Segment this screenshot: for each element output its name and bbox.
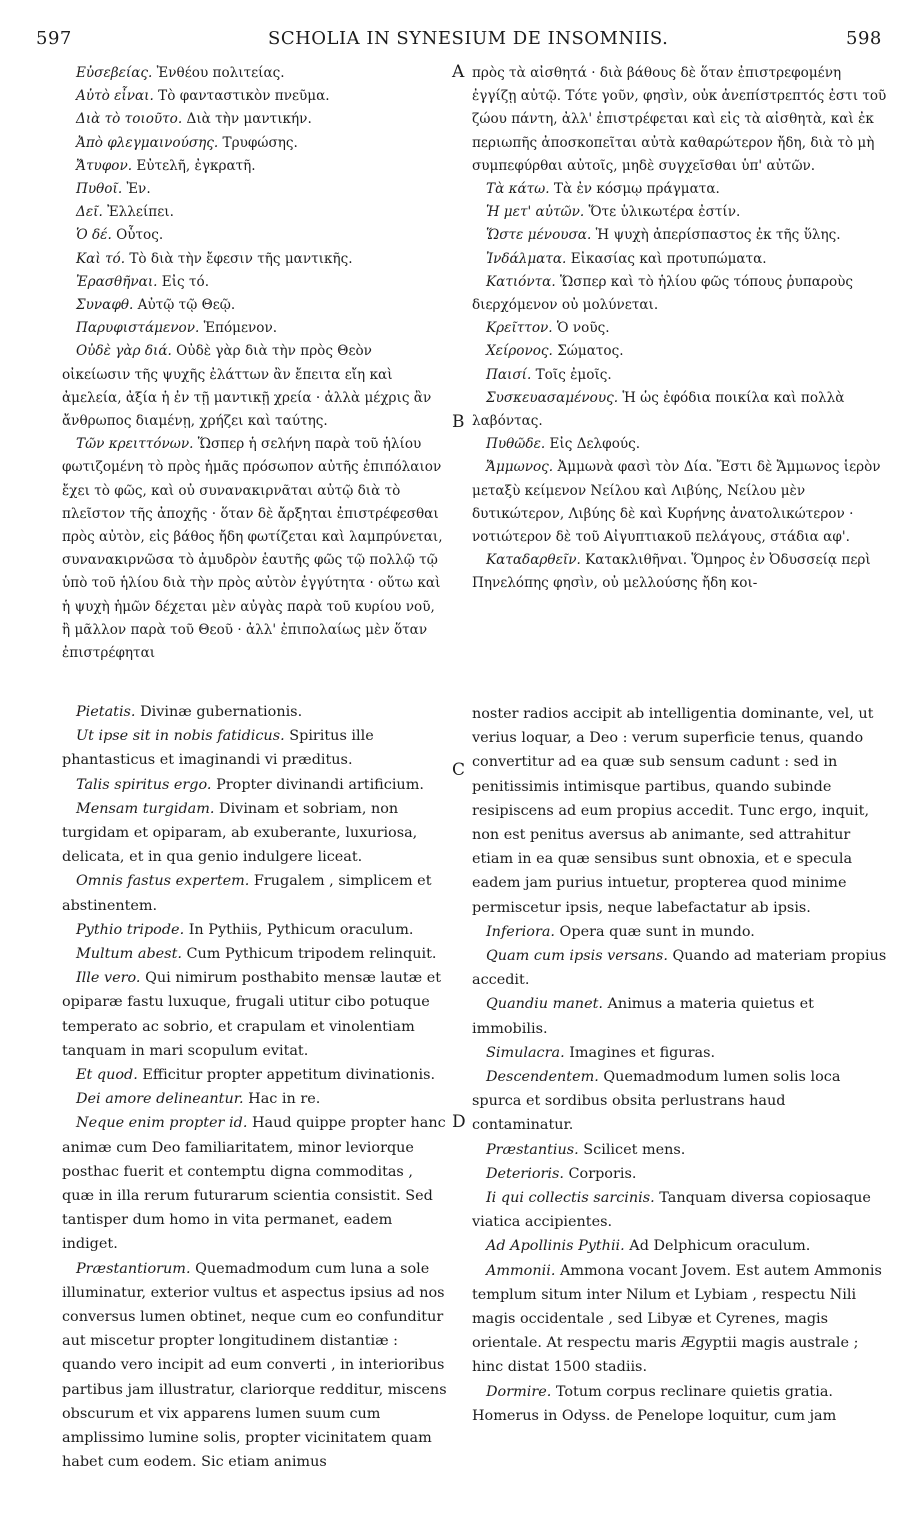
scholion-entry (472, 549, 888, 595)
scholion-entry (62, 294, 444, 317)
scholion-gloss: πρὸς τὰ αἰσθητά · διὰ βάθους δὲ ὅταν ἐπιστρεφομένη ἐγγίζῃ αὐτῷ. Τότε γοῦν, φησὶν, οὐκ ἀνεπίστρεπτός ἐστι τοῦ ζώου πάντη, ἀλλ' ἐπιστρέφεται καὶ εἰς τὰ αἰσθητὰ, καὶ ἐκ περιωπῆς ἀποσκοπεῖται αὐτὰ καθαρώτερον ἤδη, διὰ τὸ μὴ συμπεφύρθαι αὐτοῖς, μηδὲ συγχεῖσθαι ὑπ' αὐτῶν. (472, 65, 887, 174)
page-number-right: 598 (846, 28, 882, 49)
scholion-entry (62, 201, 444, 224)
scholion-gloss: Quando ad materiam propius accedit. (472, 948, 887, 989)
scholion-entry (472, 1234, 888, 1258)
scholion-gloss: Ammona vocant Jovem. Est autem Ammonis templum situm inter Nilum et Lybiam , respectu Nili magis occidentale , sed Libyæ et Cyrenes, magis orientale. At respectu maris Ægyptii magis australe ; hinc distat 1500 stadiis. (472, 1262, 882, 1376)
scholion-lemma: Συσκευασαμένους. (486, 389, 619, 406)
scholion-lemma: Χείρονος. (486, 343, 553, 360)
greek-scholia-left-column (62, 62, 444, 665)
scholion-lemma: Quam cum ipsis versans. (486, 948, 668, 965)
scholion-lemma: Κατιόντα. (486, 273, 556, 290)
scholion-lemma: Multum abest. (76, 946, 182, 963)
scholion-lemma: Δεῖ. (76, 204, 103, 221)
scholion-gloss: Qui nimirum posthabito mensæ lautæ et opiparæ fastu luxuque, frugali utitur cibo potuque temperato ac sobrio, et crapulam et vinolentiam tanquam in mari scopulum evitat. (62, 970, 442, 1059)
scholion-gloss: Σώματος. (552, 343, 624, 360)
scholion-gloss: Scilicet mens. (578, 1141, 686, 1158)
scholion-lemma: Ad Apollinis Pythii. (486, 1238, 625, 1255)
scholion-gloss: Quemadmodum lumen solis loca spurca et sordibus obsita perlustrans haud contaminatur. (472, 1069, 841, 1134)
scholion-lemma: Παισί. (486, 366, 532, 383)
scholion-gloss: Imagines et figuras. (564, 1044, 716, 1061)
scholion-lemma: Pythio tripode. (76, 921, 185, 938)
scholion-gloss: Εἰς τό. (157, 273, 210, 290)
scholion-entry (472, 1380, 888, 1428)
scholion-gloss: noster radios accipit ab intelligentia dominante, vel, ut verius loquar, a Deo : verum superficie tenus, quando convertitur ad ea quæ sub sensum cadunt : sed in penitissimis intimisque partibus, quando subinde resipiscens ad eum propius accedit. Tunc ergo, inquit, non est penitus aversus ab animante, sed attrahitur etiam in ea quæ sensibus sunt obnoxia, et e specula eadem jam purius intuetur, propterea quod minime permiscetur ipsis, neque labefactatur ab ipsis. (472, 706, 874, 916)
scholion-gloss: Ὥσπερ ἡ σελήνη παρὰ τοῦ ἡλίου φωτιζομένη τὸ πρὸς ἡμᾶς πρόσωπον αὐτῆς ἐπιπόλαιον ἔχει τὸ φῶς, καὶ οὐ συνανακιρνᾶται αὐτῷ διὰ τὸ πλεῖστον τῆς ἀποχῆς · ὅταν δὲ ἄρξηται ἐπιστρέφεσθαι πρὸς αὐτὸν, εἰς βάθος ἤδη φωτίζεται καὶ λαμπρύνεται, συνανακιρνῶσα τὸ ἀμυδρὸν ἑαυτῆς φῶς τῷ πολλῷ τῷ ὑπὸ τοῦ ἡλίου διὰ τὴν πρὸς αὐτὸν ἐγγύτητα · οὕτω καὶ ἡ ψυχὴ ἡμῶν δέχεται μὲν αὐγὰς παρὰ τοῦ κυρίου νοῦ, ἢ μᾶλλον παρὰ τοῦ Θεοῦ · ἀλλ' ἐπιπολαίως μὲν ὅταν ἐπιστρέφηται (62, 436, 443, 662)
scholion-entry (62, 773, 448, 797)
scholion-entry (62, 1257, 448, 1475)
margin-letter-a: A (452, 62, 465, 82)
scholion-entry (62, 85, 444, 108)
scholion-gloss: Propter divinandi artificium. (211, 776, 424, 793)
scholion-gloss: Τὸ διὰ τὴν ἔφεσιν τῆς μαντικῆς. (125, 250, 353, 267)
scholion-entry (62, 108, 444, 131)
scholion-lemma: Ἰνδάλματα. (486, 250, 567, 267)
scholion-lemma: Ἀπὸ φλεγμαινούσης. (76, 134, 219, 151)
scholion-lemma: Πυθοῖ. (76, 181, 123, 198)
scholion-gloss: Εἰς Δελφούς. (545, 436, 641, 453)
scholion-entry (62, 132, 444, 155)
scholion-lemma: Ille vero. (76, 970, 141, 987)
scholion-entry (62, 918, 448, 942)
scholion-gloss: Αὐτῷ τῷ Θεῷ. (133, 297, 236, 314)
scholion-entry (472, 1162, 888, 1186)
scholion-lemma: Ἡ μετ' αὐτῶν. (486, 204, 585, 221)
scholion-gloss: Corporis. (563, 1165, 637, 1182)
scholion-gloss: Διὰ τὴν μαντικήν. (182, 111, 312, 128)
scholion-lemma: Ἄμμωνος. (486, 459, 554, 476)
scholion-gloss: Tanquam diversa copiosaque viatica accipientes. (472, 1190, 871, 1231)
scholion-entry (472, 271, 888, 317)
scholion-entry (472, 944, 888, 992)
scholion-lemma: Καὶ τό. (76, 250, 126, 267)
scholion-gloss: Quemadmodum cum luna a sole illuminatur, exterior vultus et aspectus ipsius ad nos conversus lumen obtinet, neque cum eo confunditur aut miscetur propter longitudinem distantiæ : quando vero incipit ad eum converti , in interioribus partibus jam illustratur, clariorque redditur, miscens obscurum et vix apparens lumen suum cum amplissimo lumine solis, propter vicinitatem quam habet cum eodem. Sic etiam animus (62, 1260, 447, 1471)
scholion-gloss: Totum corpus reclinare quietis gratia. Homerus in Odyss. de Penelope loquitur, cum jam (472, 1383, 837, 1424)
scholion-entry (472, 992, 888, 1040)
scholion-entry (62, 248, 444, 271)
scholion-gloss: Hac in re. (243, 1091, 321, 1108)
scholion-lemma: Deterioris. (486, 1165, 564, 1182)
scholion-gloss: Haud quippe propter hanc animæ cum Deo familiaritatem, minor leviorque posthac fuerit et contemptu digna commoditas , quæ in illa rerum futurarum scientia consistit. Sed tantisper dum homo in vita permanet, eadem indiget. (62, 1115, 446, 1253)
scholion-gloss: Cum Pythicum tripodem relinquit. (181, 946, 437, 963)
scholion-gloss: Ἐνθέου πολιτείας. (152, 65, 285, 81)
scholion-entry (472, 224, 888, 247)
scholion-entry (472, 1138, 888, 1162)
scholion-lemma: Τὰ κάτω. (486, 181, 550, 198)
scholion-gloss: Κατακλιθῆναι. Ὅμηρος ἐν Ὀδυσσείᾳ περὶ Πηνελόπης φησὶν, οὐ μελλούσης ἤδη κοι- (472, 552, 871, 592)
scholion-gloss: Ὥσπερ καὶ τὸ ἡλίου φῶς τόπους ῥυπαροὺς διερχόμενον οὐ μολύνεται. (472, 273, 853, 314)
scholion-lemma: Simulacra. (486, 1044, 565, 1061)
scholion-entry (472, 248, 888, 271)
scholion-entry (62, 1087, 448, 1111)
scholion-entry (62, 340, 444, 433)
scholion-entry (472, 1065, 888, 1138)
scholion-lemma: Mensam turgidam. (76, 800, 215, 817)
scholion-entry (472, 340, 888, 363)
scholion-gloss: Τὸ φανταστικὸν πνεῦμα. (153, 88, 330, 105)
scholion-gloss: Ἑπόμενον. (199, 320, 278, 337)
scholion-gloss: Οὗτος. (111, 227, 164, 244)
scholion-lemma: Ὁ δέ. (76, 227, 112, 244)
scholion-entry (62, 271, 444, 294)
scholion-lemma: Παρυφιστάμενον. (76, 320, 200, 337)
scholion-entry (62, 1063, 448, 1087)
scholion-lemma: Ὥστε μένουσα. (486, 227, 592, 244)
scholion-entry (472, 62, 888, 178)
scholion-gloss: In Pythiis, Pythicum oraculum. (184, 921, 414, 938)
scholion-lemma: Præstantius. (486, 1141, 579, 1158)
scholion-entry (62, 869, 448, 917)
scholion-gloss: Ὁ νοῦς. (552, 320, 610, 337)
scholion-gloss: Εὐτελῆ, ἐγκρατῆ. (132, 157, 256, 174)
scholion-lemma: Πυθῶδε. (486, 436, 546, 453)
scholion-lemma: Ammonii. (486, 1262, 556, 1279)
scholion-gloss: Divinam et sobriam, non turgidam et opiparam, ab exuberante, luxuriosa, delicata, et in qua genio indulgere liceat. (62, 800, 418, 866)
scholion-lemma: Omnis fastus expertem. (76, 873, 250, 890)
latin-scholia-right-column (472, 702, 888, 1428)
scholion-lemma: Præstantiorum. (76, 1260, 191, 1277)
scholion-entry (62, 433, 444, 665)
scholion-lemma: Ut ipse sit in nobis fatidicus. (76, 728, 285, 745)
scholion-gloss: Ἡ ψυχὴ ἀπερίσπαστος ἐκ τῆς ὕλης. (591, 227, 841, 244)
scholion-lemma: Dei amore delineantur. (76, 1091, 244, 1108)
scholion-gloss: Ὅτε ὑλικωτέρα ἐστίν. (584, 204, 741, 221)
scholion-lemma: Καταδαρθεῖν. (486, 552, 581, 569)
scholion-entry (62, 942, 448, 966)
scholion-entry (472, 387, 888, 433)
scholion-gloss: Τοῖς ἐμοῖς. (531, 366, 612, 383)
scholion-entry (62, 966, 448, 1063)
scholion-lemma: Συναφθ. (76, 297, 134, 314)
margin-letter-d: D (452, 1112, 466, 1132)
scholion-gloss: Opera quæ sunt in mundo. (554, 923, 755, 940)
scholion-entry (472, 1186, 888, 1234)
scholion-entry (472, 1041, 888, 1065)
scholion-entry (472, 1259, 888, 1380)
scholion-gloss: Ἡ ὡς ἐφόδια ποικίλα καὶ πολλὰ λαβόντας. (472, 389, 845, 430)
scholion-entry (472, 920, 888, 944)
scholion-lemma: Quandiu manet. (486, 996, 603, 1013)
greek-scholia-right-column (472, 62, 888, 596)
scholion-entry (472, 702, 888, 920)
running-title: SCHOLIA IN SYNESIUM DE INSOMNIIS. (268, 28, 669, 49)
scholion-gloss: Ἐλλείπει. (102, 204, 174, 221)
scholion-lemma: Αὐτὸ εἶναι. (76, 88, 154, 105)
scholion-entry (472, 317, 888, 340)
scholion-lemma: Neque enim propter id. (76, 1115, 248, 1132)
scholion-entry (62, 317, 444, 340)
scholion-gloss: Ad Delphicum oraculum. (624, 1238, 811, 1255)
scholion-entry (62, 224, 444, 247)
scholion-entry (472, 201, 888, 224)
scholion-entry (472, 178, 888, 201)
scholion-lemma: Τῶν κρειττόνων. (76, 436, 194, 453)
scholion-lemma: Descendentem. (486, 1069, 599, 1086)
margin-letter-c: C (452, 760, 466, 780)
scholion-gloss: Animus a materia quietus et immobilis. (472, 996, 814, 1037)
latin-scholia-left-column (62, 700, 448, 1475)
scholion-lemma: Εὐσεβείας. (76, 65, 153, 81)
page-header (0, 28, 924, 54)
scholion-entry (62, 797, 448, 870)
scholion-entry (472, 433, 888, 456)
scholion-gloss: Ἀμμωνὰ φασὶ τὸν Δία. Ἔστι δὲ Ἄμμωνος ἱερὸν μεταξὺ κείμενον Νείλου καὶ Λιβύης, Νείλου μὲν δυτικώτερον, Λιβύης δὲ καὶ Κυρήνης ἀνατολικώτερον · νοτιώτερον δὲ τοῦ Αἰγυπτιακοῦ πελάγους, στάδια αφ'. (472, 459, 881, 546)
page-number-left: 597 (36, 28, 72, 49)
scholion-entry (472, 456, 888, 549)
scholion-gloss: Εἰκασίας καὶ προτυπώματα. (566, 250, 767, 267)
scholion-gloss: Efficitur propter appetitum divinationis. (137, 1067, 436, 1084)
scholion-gloss: Ἐν. (122, 181, 151, 198)
scholion-entry (62, 178, 444, 201)
scholion-lemma: Inferiora. (486, 923, 555, 940)
scholion-lemma: Κρεῖττον. (486, 320, 553, 337)
scholion-lemma: Et quod. (76, 1067, 138, 1084)
scholion-lemma: Dormire. (486, 1383, 552, 1400)
scholion-gloss: Divinæ gubernationis. (135, 704, 303, 720)
scholion-entry (472, 364, 888, 387)
scholion-entry (62, 62, 444, 85)
scholion-lemma: Ἐρασθῆναι. (76, 273, 158, 290)
scholion-entry (62, 700, 448, 724)
scholion-gloss: Frugalem , simplicem et abstinentem. (62, 873, 432, 914)
scholion-entry (62, 724, 448, 772)
scholion-gloss: Οὐδὲ γὰρ διὰ τὴν πρὸς Θεὸν οἰκείωσιν τῆς ψυχῆς ἐλάττων ἂν ἔπειτα εἴη καὶ ἀμελεία, ἀξία ἡ ἐν τῇ μαντικῇ χρεία · ἀλλὰ μέχρις ἂν ἄνθρωπος διαμένῃ, χρήζει καὶ ταύτης. (62, 343, 432, 430)
scholion-lemma: Ἄτυφον. (76, 157, 133, 174)
scholion-gloss: Τὰ ἐν κόσμῳ πράγματα. (549, 181, 720, 198)
scholion-lemma: Διὰ τὸ τοιοῦτο. (76, 111, 183, 128)
scholion-lemma: Οὐδὲ γὰρ διά. (76, 343, 172, 360)
scholion-lemma: Ii qui collectis sarcinis. (486, 1190, 655, 1207)
scholion-gloss: Τρυφώσης. (218, 134, 298, 151)
margin-letter-b: B (452, 412, 465, 432)
scholion-lemma: Pietatis. (76, 704, 136, 720)
scholion-lemma: Talis spiritus ergo. (76, 776, 212, 793)
scholion-gloss: Spiritus ille phantasticus et imaginandi vi præditus. (62, 728, 374, 769)
scholion-entry (62, 155, 444, 178)
scholion-entry (62, 1111, 448, 1256)
